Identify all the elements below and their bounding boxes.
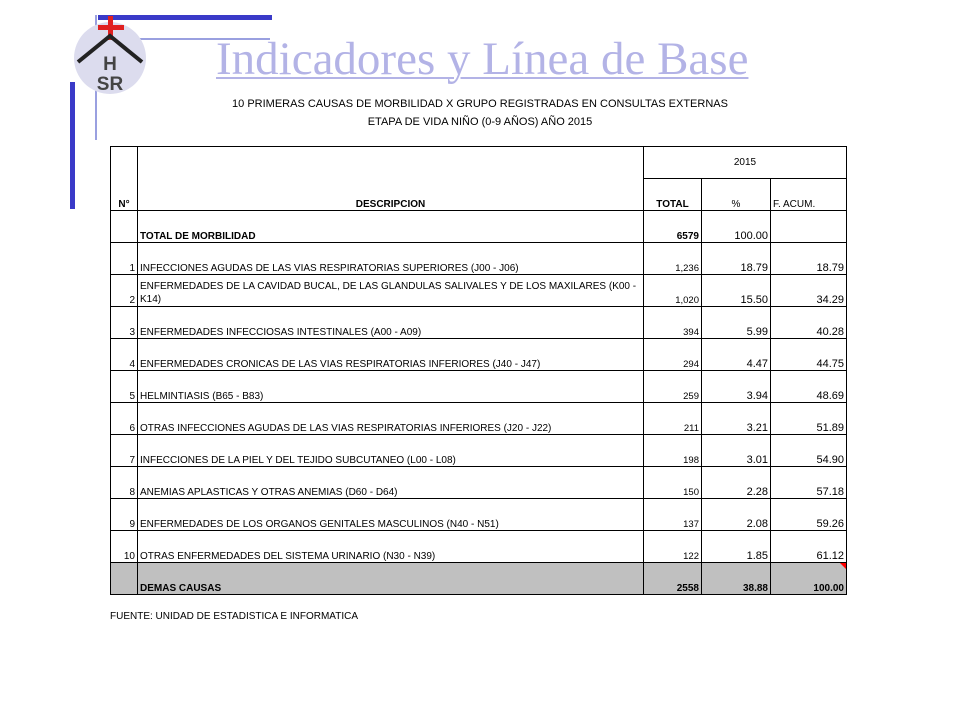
- row-percent: 1.85: [702, 531, 771, 563]
- row-number: 3: [111, 307, 138, 339]
- report-subtitle-period: ETAPA DE VIDA NIÑO (0-9 AÑOS) AÑO 2015: [367, 116, 593, 128]
- header-n: N°: [111, 147, 138, 211]
- page-title: Indicadores y Línea de Base: [216, 33, 749, 85]
- logo-letter-h: H: [103, 54, 117, 75]
- total-value: 6579: [644, 211, 702, 243]
- row-total: 150: [644, 467, 702, 499]
- accent-bar-left: [70, 82, 75, 209]
- table-row: [111, 435, 847, 467]
- row-description: OTRAS ENFERMEDADES DEL SISTEMA URINARIO (N30 - N39): [138, 531, 644, 563]
- row-total: 122: [644, 531, 702, 563]
- report-subtitle: 10 PRIMERAS CAUSAS DE MORBILIDAD X GRUPO REGISTRADAS EN CONSULTAS EXTERNAS: [232, 98, 728, 110]
- table-row: [111, 371, 847, 403]
- table-row: [111, 531, 847, 563]
- row-total: 259: [644, 371, 702, 403]
- row-percent: 3.94: [702, 371, 771, 403]
- table-row: [111, 339, 847, 371]
- row-total: 1,236: [644, 243, 702, 275]
- row-percent: 3.21: [702, 403, 771, 435]
- logo-letter-r: R: [109, 74, 124, 95]
- row-percent: 3.01: [702, 435, 771, 467]
- row-number: 7: [111, 435, 138, 467]
- header-total: TOTAL: [644, 179, 702, 211]
- row-number: 10: [111, 531, 138, 563]
- svg-text:SR: [97, 74, 124, 95]
- table-row: [111, 243, 847, 275]
- row-accum: 34.29: [771, 275, 847, 307]
- row-description: ENFERMEDADES CRONICAS DE LAS VIAS RESPIRATORIAS INFERIORES (J40 - J47): [138, 339, 644, 371]
- other-causes-label: DEMAS CAUSAS: [138, 563, 644, 595]
- row-total: 294: [644, 339, 702, 371]
- source-note: FUENTE: UNIDAD DE ESTADISTICA E INFORMATICA: [110, 611, 358, 622]
- row-description: ENFERMEDADES DE LA CAVIDAD BUCAL, DE LAS GLANDULAS SALIVALES Y DE LOS MAXILARES (K00 - K14): [138, 275, 644, 307]
- row-accum: 18.79: [771, 243, 847, 275]
- table-row: [111, 403, 847, 435]
- row-description: ENFERMEDADES INFECCIOSAS INTESTINALES (A00 - A09): [138, 307, 644, 339]
- morbidity-table: [110, 146, 847, 595]
- row-accum: 54.90: [771, 435, 847, 467]
- other-causes-row: [111, 563, 847, 595]
- row-accum: 51.89: [771, 403, 847, 435]
- row-total: 394: [644, 307, 702, 339]
- logo-letter-s: S: [96, 74, 110, 95]
- header-accum: F. ACUM.: [771, 179, 847, 211]
- table-row: [111, 499, 847, 531]
- row-description: INFECCIONES AGUDAS DE LAS VIAS RESPIRATORIAS SUPERIORES (J00 - J06): [138, 243, 644, 275]
- row-accum: 57.18: [771, 467, 847, 499]
- table-header-year-row: [111, 147, 847, 179]
- row-number: 9: [111, 499, 138, 531]
- row-total: 1,020: [644, 275, 702, 307]
- other-causes-percent: 38.88: [702, 563, 771, 595]
- total-label: TOTAL DE MORBILIDAD: [138, 211, 644, 243]
- other-causes-total: 2558: [644, 563, 702, 595]
- row-percent: 15.50: [702, 275, 771, 307]
- row-description: ANEMIAS APLASTICAS Y OTRAS ANEMIAS (D60 - D64): [138, 467, 644, 499]
- row-percent: 2.28: [702, 467, 771, 499]
- row-accum: 59.26: [771, 499, 847, 531]
- row-description: ENFERMEDADES DE LOS ORGANOS GENITALES MASCULINOS (N40 - N51): [138, 499, 644, 531]
- header-description: DESCRIPCION: [138, 147, 644, 211]
- row-number: 4: [111, 339, 138, 371]
- row-description: HELMINTIASIS (B65 - B83): [138, 371, 644, 403]
- row-number: 1: [111, 243, 138, 275]
- row-accum: 40.28: [771, 307, 847, 339]
- table-row: [111, 275, 847, 307]
- row-description: INFECCIONES DE LA PIEL Y DEL TEJIDO SUBCUTANEO (L00 - L08): [138, 435, 644, 467]
- other-causes-accum: 100.00: [771, 563, 847, 595]
- hospital-logo: [68, 14, 152, 98]
- row-percent: 2.08: [702, 499, 771, 531]
- header-year: 2015: [644, 147, 847, 179]
- table-row: [111, 467, 847, 499]
- row-percent: 5.99: [702, 307, 771, 339]
- table-row: [111, 307, 847, 339]
- row-number: 6: [111, 403, 138, 435]
- row-accum: 44.75: [771, 339, 847, 371]
- row-total: 211: [644, 403, 702, 435]
- row-total: 137: [644, 499, 702, 531]
- row-percent: 4.47: [702, 339, 771, 371]
- row-total: 198: [644, 435, 702, 467]
- row-number: 5: [111, 371, 138, 403]
- total-percent: 100.00: [702, 211, 771, 243]
- header-percent: %: [702, 179, 771, 211]
- total-row: [111, 211, 847, 243]
- row-number: 2: [111, 275, 138, 307]
- row-percent: 18.79: [702, 243, 771, 275]
- row-number: 8: [111, 467, 138, 499]
- row-description: OTRAS INFECCIONES AGUDAS DE LAS VIAS RESPIRATORIAS INFERIORES (J20 - J22): [138, 403, 644, 435]
- row-accum: 61.12: [771, 531, 847, 563]
- row-accum: 48.69: [771, 371, 847, 403]
